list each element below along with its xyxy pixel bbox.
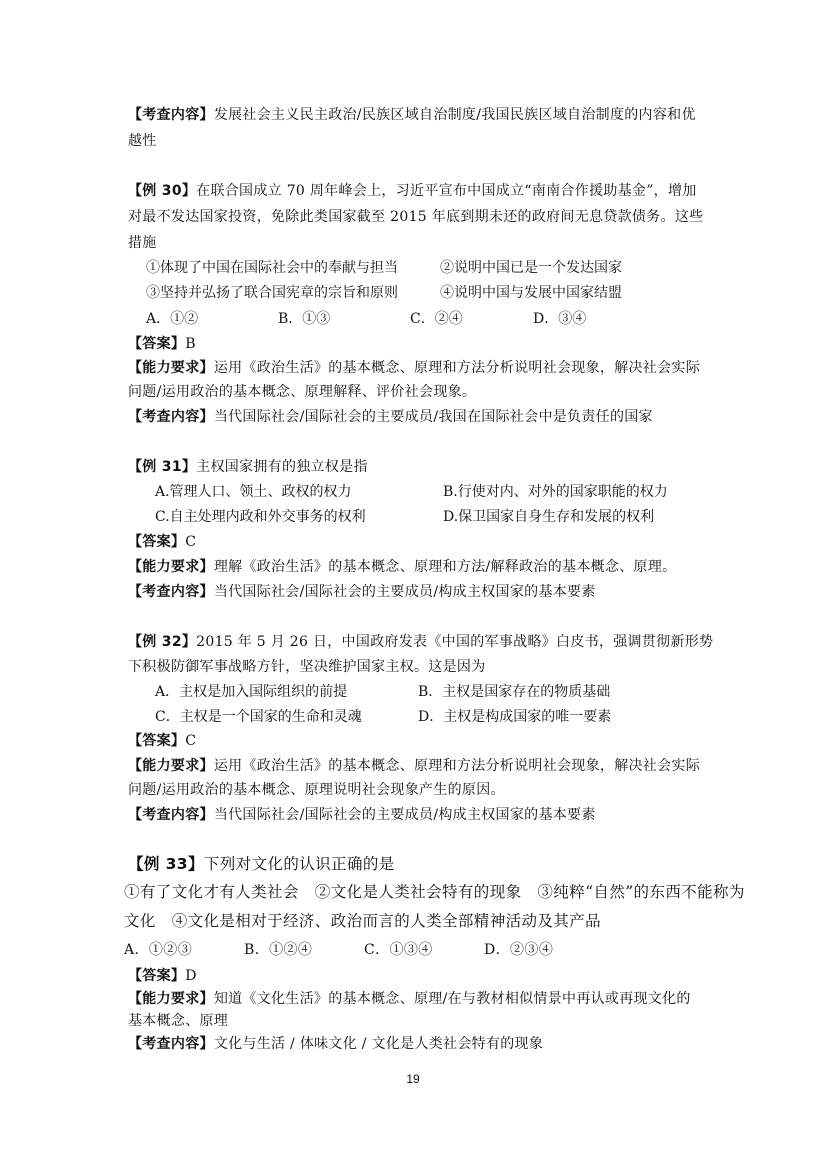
content-label: 【考查内容】: [128, 409, 214, 425]
answer-label: 【答案】: [128, 534, 186, 550]
q33-items-line2: 文化 ④文化是相对于经济、政治而言的人类全部精神活动及其产品: [124, 912, 602, 930]
q30-content-line: [128, 407, 653, 427]
content-label: 【考查内容】: [128, 584, 214, 600]
ability-label: 【能力要求】: [128, 758, 214, 774]
ability-text: 理解《政治生活》的基本概念、原理和方法/解释政治的基本概念、原理。: [213, 559, 677, 575]
q33-option-d: D．②③④: [484, 942, 554, 958]
q31-content-line: [128, 582, 596, 602]
q32-stem-line: [128, 632, 713, 652]
page-number: 19: [406, 1072, 420, 1086]
content-text: 当代国际社会/国际社会的主要成员/我国在国际社会中是负责任的国家: [213, 409, 653, 425]
content-label: 【考查内容】: [128, 1036, 214, 1052]
q30-answer-line: [128, 334, 196, 354]
content-line: [128, 105, 696, 125]
answer-label: 【答案】: [128, 968, 186, 984]
q31-option-b: B.行使对内、对外的国家职能的权力: [443, 484, 668, 500]
q31-option-c: C.自主处理内政和外交事务的权利: [155, 509, 366, 525]
q32-ability-line2: 问题/运用政治的基本概念、原理说明社会现象产生的原因。: [128, 782, 505, 798]
q30-item-1: ①体现了中国在国际社会中的奉献与担当: [146, 260, 398, 276]
q31-stem-text: 主权国家拥有的独立权是指: [196, 459, 368, 475]
content-text: 当代国际社会/国际社会的主要成员/构成主权国家的基本要素: [213, 584, 596, 600]
ability-text: 运用《政治生活》的基本概念、原理和方法分析说明社会现象，解决社会实际: [213, 360, 701, 376]
content-text: 文化与生活 / 体味文化 / 文化是人类社会特有的现象: [213, 1036, 544, 1052]
q33-stem-text: 下列对文化的认识正确的是: [203, 855, 395, 873]
q30-stem-text: 在联合国成立 70 周年峰会上，习近平宣布中国成立“南南合作援助基金”，增加: [196, 183, 697, 199]
q32-option-c: C．主权是一个国家的生命和灵魂: [155, 709, 362, 725]
content-text: 发展社会主义民主政治/民族区域自治制度/我国民族区域自治制度的内容和优: [213, 107, 696, 123]
q33-option-b: B．①②④: [244, 942, 313, 958]
q33-ability-line: [128, 989, 691, 1009]
ability-label: 【能力要求】: [128, 559, 214, 575]
content-text: 当代国际社会/国际社会的主要成员/构成主权国家的基本要素: [213, 807, 596, 823]
q33-label: 【例 33】: [128, 855, 204, 873]
q33-option-c: C．①③④: [364, 942, 433, 958]
q32-stem-line2: 下积极防御军事战略方针，坚决维护国家主权。这是因为: [128, 659, 486, 675]
content-label: 【考查内容】: [128, 807, 214, 823]
q33-ability-line2: 基本概念、原理: [128, 1013, 229, 1029]
q30-stem-line: [128, 181, 697, 201]
ability-text: 知道《文化生活》的基本概念、原理/在与教材相似情景中再认或再现文化的: [213, 991, 691, 1007]
q32-option-b: B．主权是国家存在的物质基础: [418, 684, 611, 700]
q33-items-line1: ①有了文化才有人类社会 ②文化是人类社会特有的现象 ③纯粹“自然”的东西不能称为: [124, 883, 745, 901]
q32-stem-text: 2015 年 5 月 26 日，中国政府发表《中国的军事战略》白皮书，强调贯彻新形势: [196, 634, 714, 650]
q30-option-d: D．③④: [533, 311, 587, 327]
ability-text: 运用《政治生活》的基本概念、原理和方法分析说明社会现象，解决社会实际: [213, 758, 701, 774]
answer-value: B: [185, 336, 196, 352]
q33-content-line: [128, 1034, 543, 1054]
q33-stem-line: [128, 854, 395, 874]
q30-item-2: ②说明中国已是一个发达国家: [440, 260, 622, 276]
q30-stem-line3: 措施: [128, 235, 157, 251]
q31-option-d: D.保卫国家自身生存和发展的权利: [443, 509, 655, 525]
q32-content-line: [128, 805, 596, 825]
q30-label: 【例 30】: [128, 183, 197, 199]
content-label: 【考查内容】: [128, 107, 214, 123]
ability-label: 【能力要求】: [128, 360, 214, 376]
ability-label: 【能力要求】: [128, 991, 214, 1007]
q32-label: 【例 32】: [128, 634, 197, 650]
q33-answer-line: [128, 966, 197, 986]
q30-stem-line2: 对最不发达国家投资，免除此类国家截至 2015 年底到期未还的政府间无息贷款债务。这些: [128, 209, 704, 225]
q31-ability-line: [128, 557, 676, 577]
answer-value: C: [185, 733, 197, 749]
q32-option-a: A．主权是加入国际组织的前提: [155, 684, 348, 700]
q31-option-a: A.管理人口、领土、政权的权力: [155, 484, 352, 500]
q30-item-4: ④说明中国与发展中国家结盟: [440, 285, 622, 301]
answer-value: D: [185, 968, 197, 984]
q32-ability-line: [128, 756, 700, 776]
q31-label: 【例 31】: [128, 459, 197, 475]
answer-value: C: [185, 534, 197, 550]
q30-option-b: B．①③: [278, 311, 331, 327]
q32-option-d: D．主权是构成国家的唯一要素: [418, 709, 612, 725]
answer-label: 【答案】: [128, 733, 186, 749]
q30-item-3: ③坚持并弘扬了联合国宪章的宗旨和原则: [146, 285, 398, 301]
q30-ability-line: [128, 358, 700, 378]
q31-stem-line: [128, 457, 368, 477]
q32-answer-line: [128, 731, 196, 751]
q30-option-a: A．①②: [146, 311, 199, 327]
content-continuation: 越性: [128, 133, 157, 149]
answer-label: 【答案】: [128, 336, 186, 352]
q31-answer-line: [128, 532, 196, 552]
q33-option-a: A．①②③: [124, 942, 193, 958]
q30-option-c: C．②④: [410, 311, 463, 327]
q30-ability-line2: 问题/运用政治的基本概念、原理解释、评价社会现象。: [128, 384, 477, 400]
